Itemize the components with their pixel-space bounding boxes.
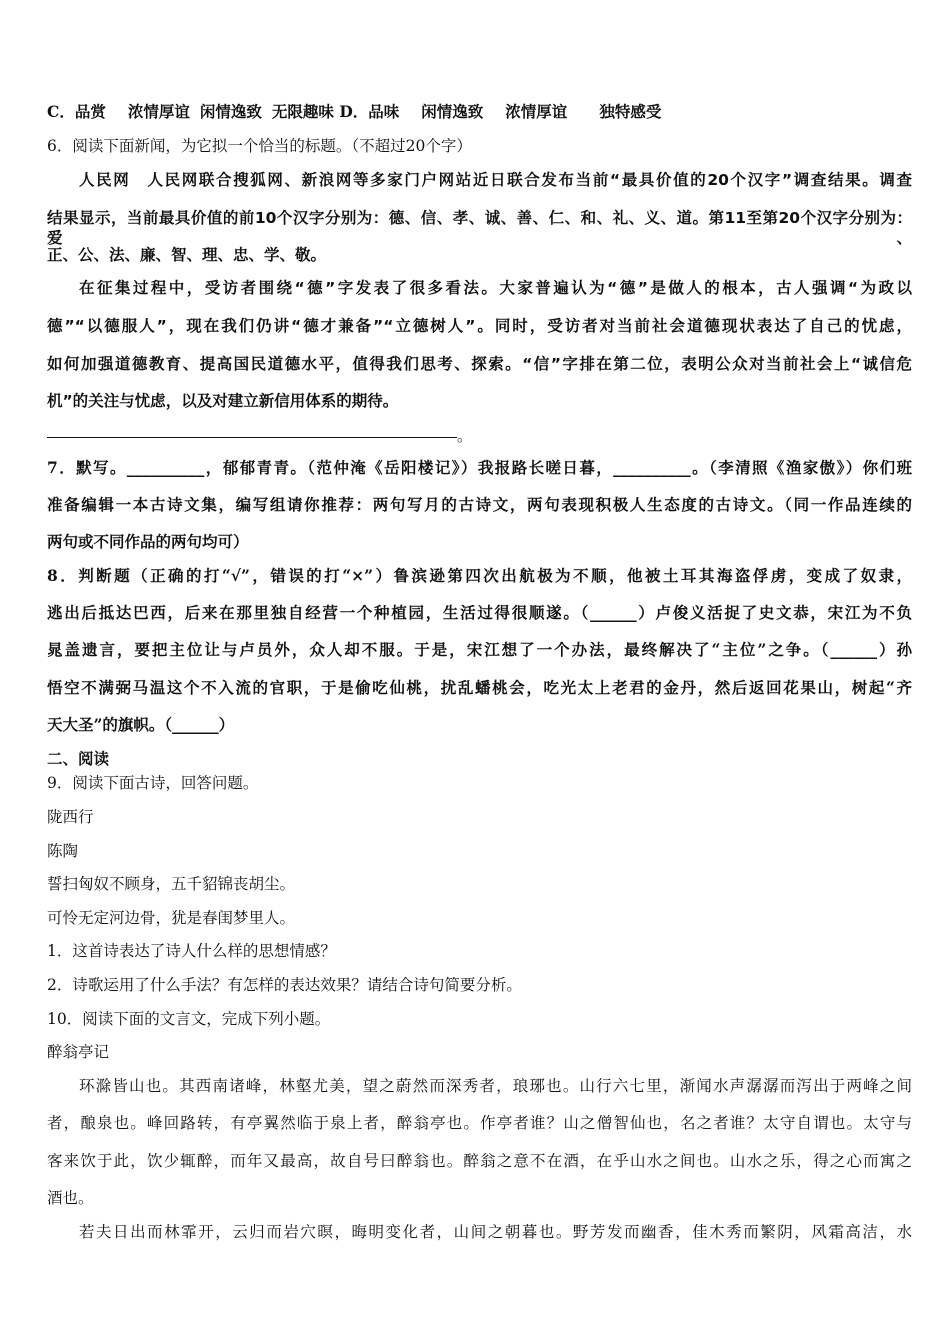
- q6-news-line: 在征集过程中，受访者围绕“德”字发表了很多看法。大家普遍认为“德”是做人的根本，古人强调“为政以: [79, 279, 912, 297]
- option-d-item: 浓情厚谊: [505, 102, 568, 121]
- q7-line: 准备编辑一本古诗文集，编写组请你推荐：两句写月的古诗文，两句表现积极人生态度的古诗文。（同一作品连续的: [47, 495, 912, 514]
- option-c-label: C．: [47, 102, 75, 121]
- option-c-item: 品赏: [74, 102, 106, 121]
- q9-prompt: 9．阅读下面古诗，回答问题。: [47, 774, 259, 792]
- q6-news-line: 正、公、法、廉、智、理、忠、学、敬。: [47, 246, 327, 264]
- option-c-item: 闲情逸致: [199, 102, 262, 121]
- option-c-item: 浓情厚谊: [127, 102, 190, 121]
- q8-line: 逃出后抵达巴西，后来在那里独自经营一个种植园，生活过得很顺遂。（______）卢俊义活捉了史文恭，宋江为不负: [47, 603, 912, 622]
- poem-author: 陈陶: [47, 842, 79, 860]
- q8-line: 天大圣”的旗帜。（______）: [47, 715, 235, 734]
- q6-prompt: 6．阅读下面新闻，为它拟一个恰当的标题。（不超过20个字）: [47, 137, 472, 155]
- q7-line: 两句或不同作品的两句均可）: [47, 532, 249, 551]
- option-d-label: D．: [339, 102, 369, 121]
- q6-news-line: 结果显示，当前最具价值的前10个汉字分别为：德、信、孝、诚、善、仁、和、礼、义、道。第11至第20个汉字分别为：爱、: [47, 209, 912, 247]
- q8-line: 晁盖遗言，要把主位让与卢员外，众人却不服。于是，宋江想了一个办法，最终解决了“主位”之争。（______）孙: [47, 640, 912, 659]
- q6-news-line: 人民网 人民网联合搜狐网、新浪网等多家门户网站近日联合发布当前“最具价值的20个汉字”调查结果。调查: [79, 171, 912, 189]
- poem-title: 陇西行: [47, 808, 94, 826]
- classical-text-line: 环滁皆山也。其西南诸峰，林壑尤美，望之蔚然而深秀者，琅琊也。山行六七里，渐闻水声潺潺而泻出于两峰之间: [79, 1077, 912, 1095]
- classical-text-line: 客来饮于此，饮少辄醉，而年又最高，故自号曰醉翁也。醉翁之意不在酒，在乎山水之间也。山水之乐，得之心而寓之: [47, 1152, 912, 1170]
- classical-text-line: 若夫日出而林霏开，云归而岩穴暝，晦明变化者，山间之朝暮也。野芳发而幽香，佳木秀而繁阴，风霜高洁，水: [79, 1223, 912, 1241]
- q9-subquestion: 1．这首诗表达了诗人什么样的思想情感？: [47, 942, 336, 960]
- options-cd-row: [47, 102, 661, 122]
- q10-prompt: 10．阅读下面的文言文，完成下列小题。: [47, 1010, 331, 1028]
- option-d-item: 闲情逸致: [421, 102, 484, 121]
- poem-line: 誓扫匈奴不顾身，五千貂锦丧胡尘。: [47, 875, 296, 893]
- q8-line: 悟空不满弼马温这个不入流的官职，于是偷吃仙桃，扰乱蟠桃会，吃光太上老君的金丹，然后返回花果山，树起“齐: [47, 678, 912, 697]
- section-title-reading: 二、阅读: [47, 749, 110, 768]
- q6-news-line: 机”的关注与忧虑，以及对建立新信用体系的期待。: [47, 392, 399, 410]
- option-d-item: 独特感受: [599, 102, 662, 121]
- q6-answer-blank[interactable]: [47, 437, 457, 438]
- q6-answer-period: 。: [457, 427, 473, 445]
- poem-line: 可怜无定河边骨，犹是春闺梦里人。: [47, 909, 296, 927]
- q6-news-line: 如何加强道德教育、提高国民道德水平，值得我们思考、探索。“信”字排在第二位，表明公众对当前社会上“诚信危: [47, 355, 912, 373]
- classical-text-line: 酒也。: [47, 1189, 94, 1207]
- option-d-item: 品味: [368, 102, 400, 121]
- q9-subquestion: 2．诗歌运用了什么手法？有怎样的表达效果？请结合诗句简要分析。: [47, 976, 522, 994]
- option-c-item: 无限趣味: [271, 102, 334, 121]
- q6-news-line: 德”“以德服人”，现在我们仍讲“德才兼备”“立德树人”。同时，受访者对当前社会道德现状表达了自己的忧虑，: [47, 317, 912, 335]
- q7-line: 7．默写。__________，郁郁青青。（范仲淹《岳阳楼记》）我报路长嗟日暮，__________。（李清照《渔家傲》）你们班: [47, 458, 912, 477]
- q8-line: 8．判断题（正确的打“√”，错误的打“×”）鲁滨逊第四次出航极为不顺，他被土耳其海盗俘虏，变成了奴隶，: [47, 566, 912, 585]
- classical-text-line: 者，酿泉也。峰回路转，有亭翼然临于泉上者，醉翁亭也。作亭者谁？山之僧智仙也，名之者谁？太守自谓也。太守与: [47, 1114, 912, 1132]
- classical-text-title: 醉翁亭记: [47, 1043, 110, 1061]
